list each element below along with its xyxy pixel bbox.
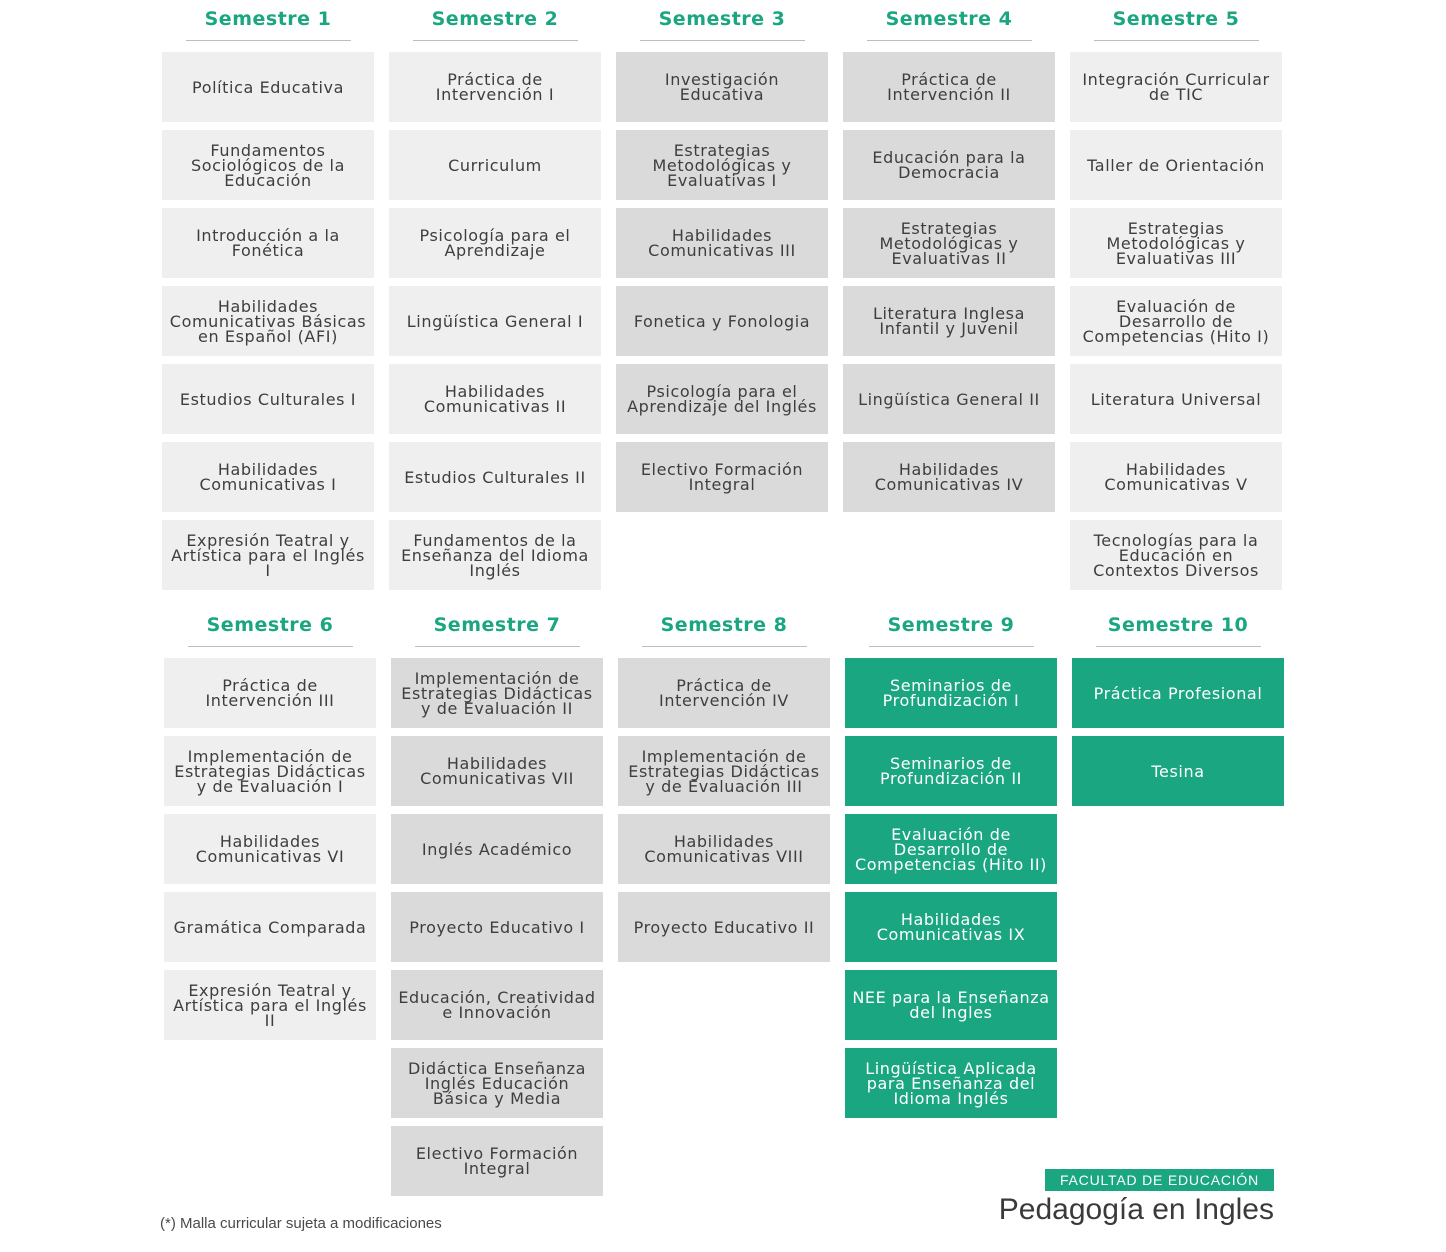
program-title: Pedagogía en Ingles <box>998 1193 1274 1226</box>
semester-column <box>843 8 1055 590</box>
course-cell: Introducción a la Fonética <box>162 208 374 278</box>
course-list <box>1072 658 1284 806</box>
course-cell: Estrategias Metodológicas y Evaluativas III <box>1070 208 1282 278</box>
course-cell: Fundamentos Sociológicos de la Educación <box>162 130 374 200</box>
semester-title: Semestre 3 <box>640 8 805 41</box>
course-cell: Habilidades Comunicativas V <box>1070 442 1282 512</box>
course-cell: Psicología para el Aprendizaje del Inglés <box>616 364 828 434</box>
semester-title: Semestre 1 <box>186 8 351 41</box>
course-cell: Evaluación de Desarrollo de Competencias (Hito I) <box>1070 286 1282 356</box>
course-cell: Electivo Formación Integral <box>616 442 828 512</box>
semester-column <box>618 614 830 1196</box>
course-cell: Electivo Formación Integral <box>391 1126 603 1196</box>
course-cell: Gramática Comparada <box>164 892 376 962</box>
course-cell: Habilidades Comunicativas III <box>616 208 828 278</box>
course-cell: Práctica de Intervención III <box>164 658 376 728</box>
course-cell: Estrategias Metodológicas y Evaluativas II <box>843 208 1055 278</box>
course-cell: Habilidades Comunicativas IX <box>845 892 1057 962</box>
course-cell: Fundamentos de la Enseñanza del Idioma Inglés <box>389 520 601 590</box>
course-list <box>1070 52 1282 590</box>
semester-title: Semestre 9 <box>869 614 1034 647</box>
course-cell: Curriculum <box>389 130 601 200</box>
course-cell: Estudios Culturales I <box>162 364 374 434</box>
course-list <box>616 52 828 512</box>
semester-title: Semestre 8 <box>642 614 807 647</box>
course-cell: Habilidades Comunicativas VI <box>164 814 376 884</box>
course-cell: Literatura Inglesa Infantil y Juvenil <box>843 286 1055 356</box>
semester-title: Semestre 4 <box>867 8 1032 41</box>
course-cell: NEE para la Enseñanza del Ingles <box>845 970 1057 1040</box>
semester-column <box>616 8 828 590</box>
course-cell: Práctica Profesional <box>1072 658 1284 728</box>
course-cell: Política Educativa <box>162 52 374 122</box>
faculty-badge: FACULTAD DE EDUCACIÓN <box>1045 1169 1274 1191</box>
course-cell: Literatura Universal <box>1070 364 1282 434</box>
course-cell: Estrategias Metodológicas y Evaluativas I <box>616 130 828 200</box>
course-cell: Habilidades Comunicativas VIII <box>618 814 830 884</box>
course-cell: Habilidades Comunicativas VII <box>391 736 603 806</box>
semester-title: Semestre 5 <box>1094 8 1259 41</box>
course-cell: Práctica de Intervención IV <box>618 658 830 728</box>
course-list <box>389 52 601 590</box>
course-cell: Fonetica y Fonologia <box>616 286 828 356</box>
course-list <box>164 658 376 1040</box>
course-cell: Habilidades Comunicativas II <box>389 364 601 434</box>
course-cell: Práctica de Intervención I <box>389 52 601 122</box>
course-cell: Proyecto Educativo II <box>618 892 830 962</box>
course-cell: Lingüística General I <box>389 286 601 356</box>
course-cell: Tesina <box>1072 736 1284 806</box>
course-cell: Inglés Académico <box>391 814 603 884</box>
semesters-row-2 <box>164 614 1281 1196</box>
course-cell: Lingüística General II <box>843 364 1055 434</box>
course-list <box>391 658 603 1196</box>
course-cell: Educación para la Democracia <box>843 130 1055 200</box>
semester-title: Semestre 2 <box>413 8 578 41</box>
semester-column <box>1070 8 1282 590</box>
course-list <box>618 658 830 962</box>
course-cell: Proyecto Educativo I <box>391 892 603 962</box>
course-cell: Evaluación de Desarrollo de Competencias (Hito II) <box>845 814 1057 884</box>
semester-column <box>389 8 601 590</box>
course-cell: Seminarios de Profundización I <box>845 658 1057 728</box>
course-cell: Implementación de Estrategias Didácticas y de Evaluación II <box>391 658 603 728</box>
semester-column <box>1072 614 1284 1196</box>
course-cell: Investigación Educativa <box>616 52 828 122</box>
course-cell: Implementación de Estrategias Didácticas y de Evaluación III <box>618 736 830 806</box>
semester-column <box>162 8 374 590</box>
course-cell: Estudios Culturales II <box>389 442 601 512</box>
semester-title: Semestre 10 <box>1096 614 1261 647</box>
course-cell: Habilidades Comunicativas Básicas en Español (AFI) <box>162 286 374 356</box>
course-cell: Habilidades Comunicativas I <box>162 442 374 512</box>
course-cell: Expresión Teatral y Artística para el Inglés I <box>162 520 374 590</box>
semesters-row-1 <box>162 8 1279 590</box>
course-cell: Práctica de Intervención II <box>843 52 1055 122</box>
course-cell: Didáctica Enseñanza Inglés Educación Básica y Media <box>391 1048 603 1118</box>
semester-column <box>845 614 1057 1196</box>
course-cell: Implementación de Estrategias Didácticas y de Evaluación I <box>164 736 376 806</box>
footnote: (*) Malla curricular sujeta a modificaciones <box>160 1215 442 1232</box>
course-list <box>845 658 1057 1118</box>
semester-title: Semestre 6 <box>188 614 353 647</box>
semester-column <box>391 614 603 1196</box>
course-cell: Educación, Creatividad e Innovación <box>391 970 603 1040</box>
semester-column <box>164 614 376 1196</box>
course-cell: Lingüística Aplicada para Enseñanza del Idioma Inglés <box>845 1048 1057 1118</box>
course-cell: Psicología para el Aprendizaje <box>389 208 601 278</box>
course-cell: Taller de Orientación <box>1070 130 1282 200</box>
course-list <box>843 52 1055 512</box>
course-cell: Habilidades Comunicativas IV <box>843 442 1055 512</box>
course-cell: Seminarios de Profundización II <box>845 736 1057 806</box>
course-list <box>162 52 374 590</box>
course-cell: Tecnologías para la Educación en Contextos Diversos <box>1070 520 1282 590</box>
course-cell: Integración Curricular de TIC <box>1070 52 1282 122</box>
semester-title: Semestre 7 <box>415 614 580 647</box>
course-cell: Expresión Teatral y Artística para el Inglés II <box>164 970 376 1040</box>
